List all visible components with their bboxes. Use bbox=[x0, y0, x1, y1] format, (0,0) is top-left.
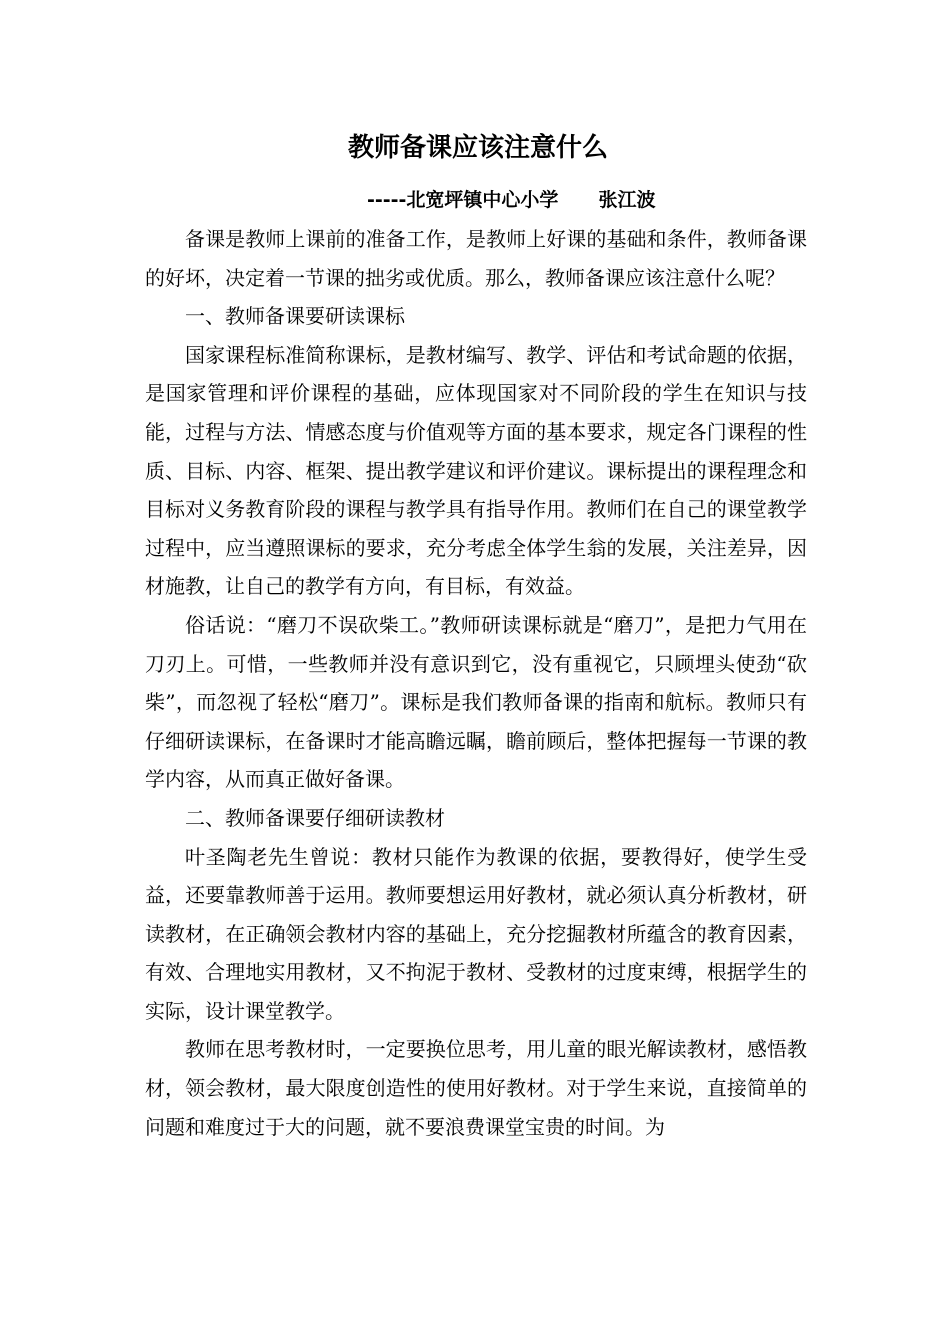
byline-author: 张江波 bbox=[598, 189, 656, 211]
document-title: 教师备课应该注意什么 bbox=[347, 133, 608, 163]
paragraph-intro: 备课是教师上课前的准备工作，是教师上好课的基础和条件，教师备课的好坏，决定着一节课的拙劣或优质。那么，教师备课应该注意什么呢？ bbox=[145, 227, 807, 290]
byline-school: -----北宽坪镇中心小学 bbox=[367, 189, 559, 211]
document-page bbox=[145, 128, 807, 1146]
paragraph-ye-shengtao: 叶圣陶老先生曾说：教材只能作为教课的依据，要教得好，使学生受益，还要靠教师善于运用。教师要想运用好教材，就必须认真分析教材，研读教材，在正确领会教材内容的基础上，充分挖掘教材所蕴含的教育因素，有效、合理地实用教材，又不拘泥于教材、受教材的过度束缚，根据学生的实际，设计课堂教学。 bbox=[145, 844, 807, 1023]
section-heading-1: 一、教师备课要研读课标 bbox=[185, 304, 405, 329]
document-body bbox=[145, 220, 807, 1146]
paragraph-curriculum-standard: 国家课程标准简称课标，是教材编写、教学、评估和考试命题的依据，是国家管理和评价课程的基础，应体现国家对不同阶段的学生在知识与技能，过程与方法、情感态度与价值观等方面的基本要求，规定各门课程的性质、目标、内容、框架、提出教学建议和评价建议。课标提出的课程理念和目标对义务教育阶段的课程与教学具有指导作用。教师们在自己的课堂教学过程中，应当遵照课标的要求，充分考虑全体学生翁的发展，关注差异，因材施教，让自己的教学有方向，有目标，有效益。 bbox=[145, 342, 807, 599]
byline bbox=[145, 180, 807, 220]
paragraph-sharpen-knife: 俗话说：“磨刀不误砍柴工。”教师研读课标就是“磨刀”，是把力气用在刀刃上。可惜，一些教师并没有意识到它，没有重视它，只顾埋头使劲“砍柴”，而忽视了轻松“磨刀”。课标是我们教师备课的指南和航标。教师只有仔细研读课标，在备课时才能高瞻远瞩，瞻前顾后，整体把握每一节课的教学内容，从而真正做好备课。 bbox=[145, 612, 807, 792]
section-heading-2: 二、教师备课要仔细研读教材 bbox=[185, 805, 445, 830]
paragraph-think-textbook: 教师在思考教材时，一定要换位思考，用儿童的眼光解读教材，感悟教材，领会教材，最大限度创造性的使用好教材。对于学生来说，直接简单的问题和难度过于大的问题，就不要浪费课堂宝贵的时间。为 bbox=[145, 1037, 807, 1139]
